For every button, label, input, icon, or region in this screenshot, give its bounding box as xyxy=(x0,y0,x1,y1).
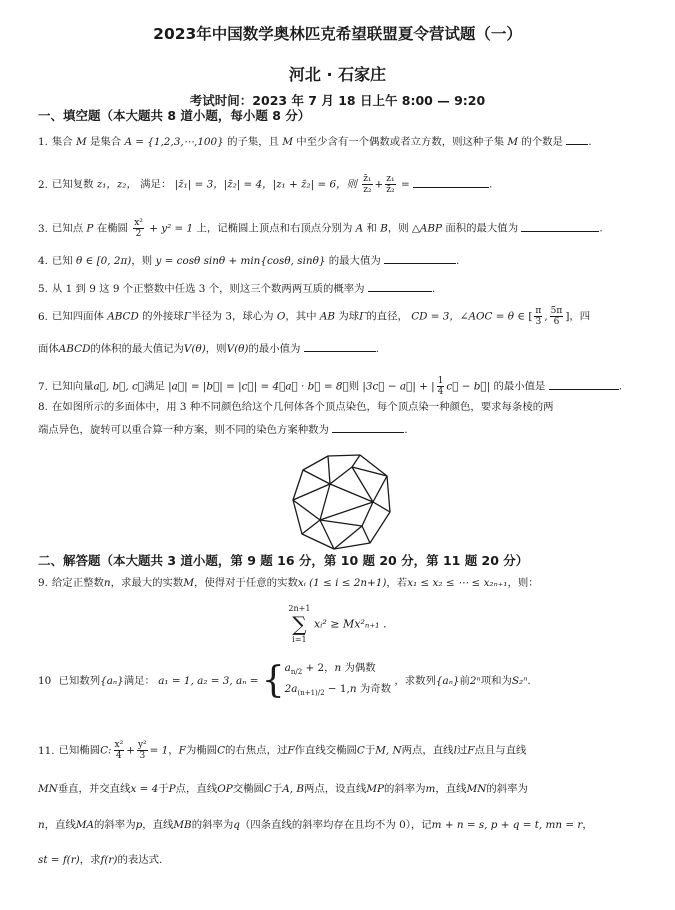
question-6: 6. 已知四面体 ABCD 的外接球Γ半径为 3，球心为 O，其中 AB 为球Γ的直径， CD = 3，∠AOC = θ ∈ [ $\frac{\pi}{3}$ , $\frac{5\pi}{6}$ ]，四 xyxy=(38,306,591,327)
fraction: $\frac{\pi}{3}$ xyxy=(535,306,542,327)
answer-blank xyxy=(566,133,588,145)
question-number: 10 xyxy=(38,675,52,688)
question-11-line-3: n，直线MA的斜率为p，直线MB的斜率为q（四条直线的斜率均存在且均不为 0），记m + n = s, p + q = t, mn = r， xyxy=(38,819,593,831)
question-1: 1. 集合 M 是集合 A = {1,2,3,⋯,100} 的子集，且 M 中至少含有一个偶数或者立方数，则这种子集 M 的个数是 . xyxy=(38,133,592,150)
polyhedron-edge xyxy=(320,520,362,549)
question-number: 9. xyxy=(38,577,48,589)
section-2-heading: 二、解答题（本大题共 3 道小题，第 9 题 16 分，第 10 题 20 分，第 11 题 20 分） xyxy=(38,553,529,568)
fraction: $\frac{\text{z₁}}{\text{z̄₂}}$ xyxy=(386,174,395,195)
question-4: 4. 已知 θ ∈ [0, 2π)，则 y = cosθ sinθ + min{cosθ, sinθ} 的最大值为 . xyxy=(38,252,459,269)
question-3: 3. 已知点 P 在椭圆 $\frac{\text{x²}}{2}$ + y² = 1 上，记椭圆上顶点和右顶点分别为 A 和 B，则 △ABP 面积的最大值为 . xyxy=(38,218,603,239)
question-number: 3. xyxy=(38,222,48,235)
section-1-heading: 一、填空题（本大题共 8 道小题，每小题 8 分） xyxy=(38,108,311,123)
polyhedron-edge xyxy=(320,502,373,520)
fraction: $\frac{\text{z̄₁}}{\text{z₂}}$ xyxy=(363,174,372,195)
fraction: $\frac{\text{x²}}{2}$ xyxy=(134,218,143,239)
question-number: 11. xyxy=(38,744,55,757)
polyhedron-edge xyxy=(330,484,373,502)
question-8: 8. 在如图所示的多面体中，用 3 种不同颜色给这个几何体各个顶点染色，每个顶点染一种颜色，要求每条棱的两 xyxy=(38,401,554,413)
q9-inequality xyxy=(0,603,675,645)
question-number: 2. xyxy=(38,178,48,191)
question-8-continued: 端点异色，旋转可以重合算一种方案，则不同的染色方案种数为 . xyxy=(38,421,408,438)
question-9: 9. 给定正整数n，求最大的实数M，使得对于任意的实数xᵢ (1 ≤ i ≤ 2n+1)，若x₁ ≤ x₂ ≤ ⋯ ≤ x₂ₙ₊₁，则： xyxy=(38,577,539,589)
polyhedron-outline xyxy=(293,455,390,549)
polyhedron-edge xyxy=(320,484,330,520)
question-number: 5. xyxy=(38,283,48,295)
question-7: 7. 已知向量a⃗, b⃗, c⃗满足 |a⃗| = |b⃗| = |c⃗| = 4，a⃗ · b⃗ = 8，则 |3c⃗ − a⃗| + | $\frac{1}{4}$ c⃗ − b⃗| 的最小值是 . xyxy=(38,376,623,397)
answer-blank xyxy=(521,220,599,232)
fraction: $\frac{1}{4}$ xyxy=(437,376,444,397)
answer-blank xyxy=(368,280,432,292)
answer-blank xyxy=(304,340,376,352)
question-number: 4. xyxy=(38,255,48,267)
question-11-line-2: MN垂直，并交直线x = 4于P点，直线OP交椭圆C于A, B两点，设直线MP的斜率为m，直线MN的斜率为 xyxy=(38,783,528,795)
polyhedron-edge xyxy=(373,502,390,512)
question-10: 10 已知数列{aₙ}满足： a₁ = 1, a₂ = 3, aₙ = { $a_{n/2} + 2$，n 为偶数 $2a_{(n+1)/2} - 1,n$ 为奇数 ，求数列{aₙ}前2ⁿ项和为S₂ⁿ. xyxy=(38,660,531,702)
exam-title: 2023年中国数学奥林匹克希望联盟夏令营试题（一） xyxy=(153,25,522,43)
fraction: $\frac{5\pi}{6}$ xyxy=(550,306,563,327)
question-11: 11. 已知椭圆C: $\frac{\text{x²}}{4}$ + $\frac{\text{y²}}{3}$ = 1，F为椭圆C的右焦点，过F作直线交椭圆C于M, N两点，直线l过F点且与直线 xyxy=(38,740,527,761)
answer-blank xyxy=(549,378,619,390)
fraction: $\frac{\text{y²}}{3}$ xyxy=(137,740,147,761)
answer-blank xyxy=(384,252,456,264)
question-number: 8. xyxy=(38,401,48,413)
polyhedron-edge xyxy=(293,484,330,500)
answer-blank xyxy=(332,421,404,433)
fraction: $\frac{\text{x²}}{4}$ xyxy=(114,740,124,761)
exam-time: 考试时间：2023 年 7 月 18 日上午 8:00 — 9:20 xyxy=(189,93,486,108)
question-number: 1. xyxy=(38,136,48,148)
question-6-continued: 面体ABCD的体积的最大值记为V(θ)，则V(θ)的最小值为 . xyxy=(38,340,379,357)
answer-blank xyxy=(413,176,489,188)
polyhedron-edge xyxy=(303,456,330,484)
question-number: 6. xyxy=(38,310,48,323)
piecewise-cases: $a_{n/2} + 2$，n 为偶数 $2a_{(n+1)/2} - 1,n$ 为奇数 xyxy=(284,662,392,698)
question-number: 7. xyxy=(38,380,48,393)
exam-location: 河北 · 石家庄 xyxy=(288,65,387,84)
question-5: 5. 从 1 到 9 这 9 个正整数中任选 3 个，则这三个数两两互质的概率为 . xyxy=(38,280,435,297)
polyhedron-edge xyxy=(330,455,360,484)
question-11-line-4: st = f(r)，求f(r)的表达式. xyxy=(38,854,163,866)
polyhedron-figure xyxy=(290,452,394,552)
left-brace: { xyxy=(261,660,285,702)
polyhedron-edge xyxy=(362,502,373,543)
polyhedron-edge xyxy=(302,520,320,534)
summation: 2n+1 ∑ i=1 xᵢ² ≥ Mx²ₙ₊₁ . xyxy=(288,604,387,644)
question-2: 2. 已知复数 z₁，z₂， 满足： |z̄₁| = 3，|z̄₂| = 4，|z₁ + z̄₂| = 6，则 $\frac{\text{z̄₁}}{\text{z₂}}$ + $\frac{\text{z₁}}{\text{z̄₂}}$ = . xyxy=(38,174,493,195)
